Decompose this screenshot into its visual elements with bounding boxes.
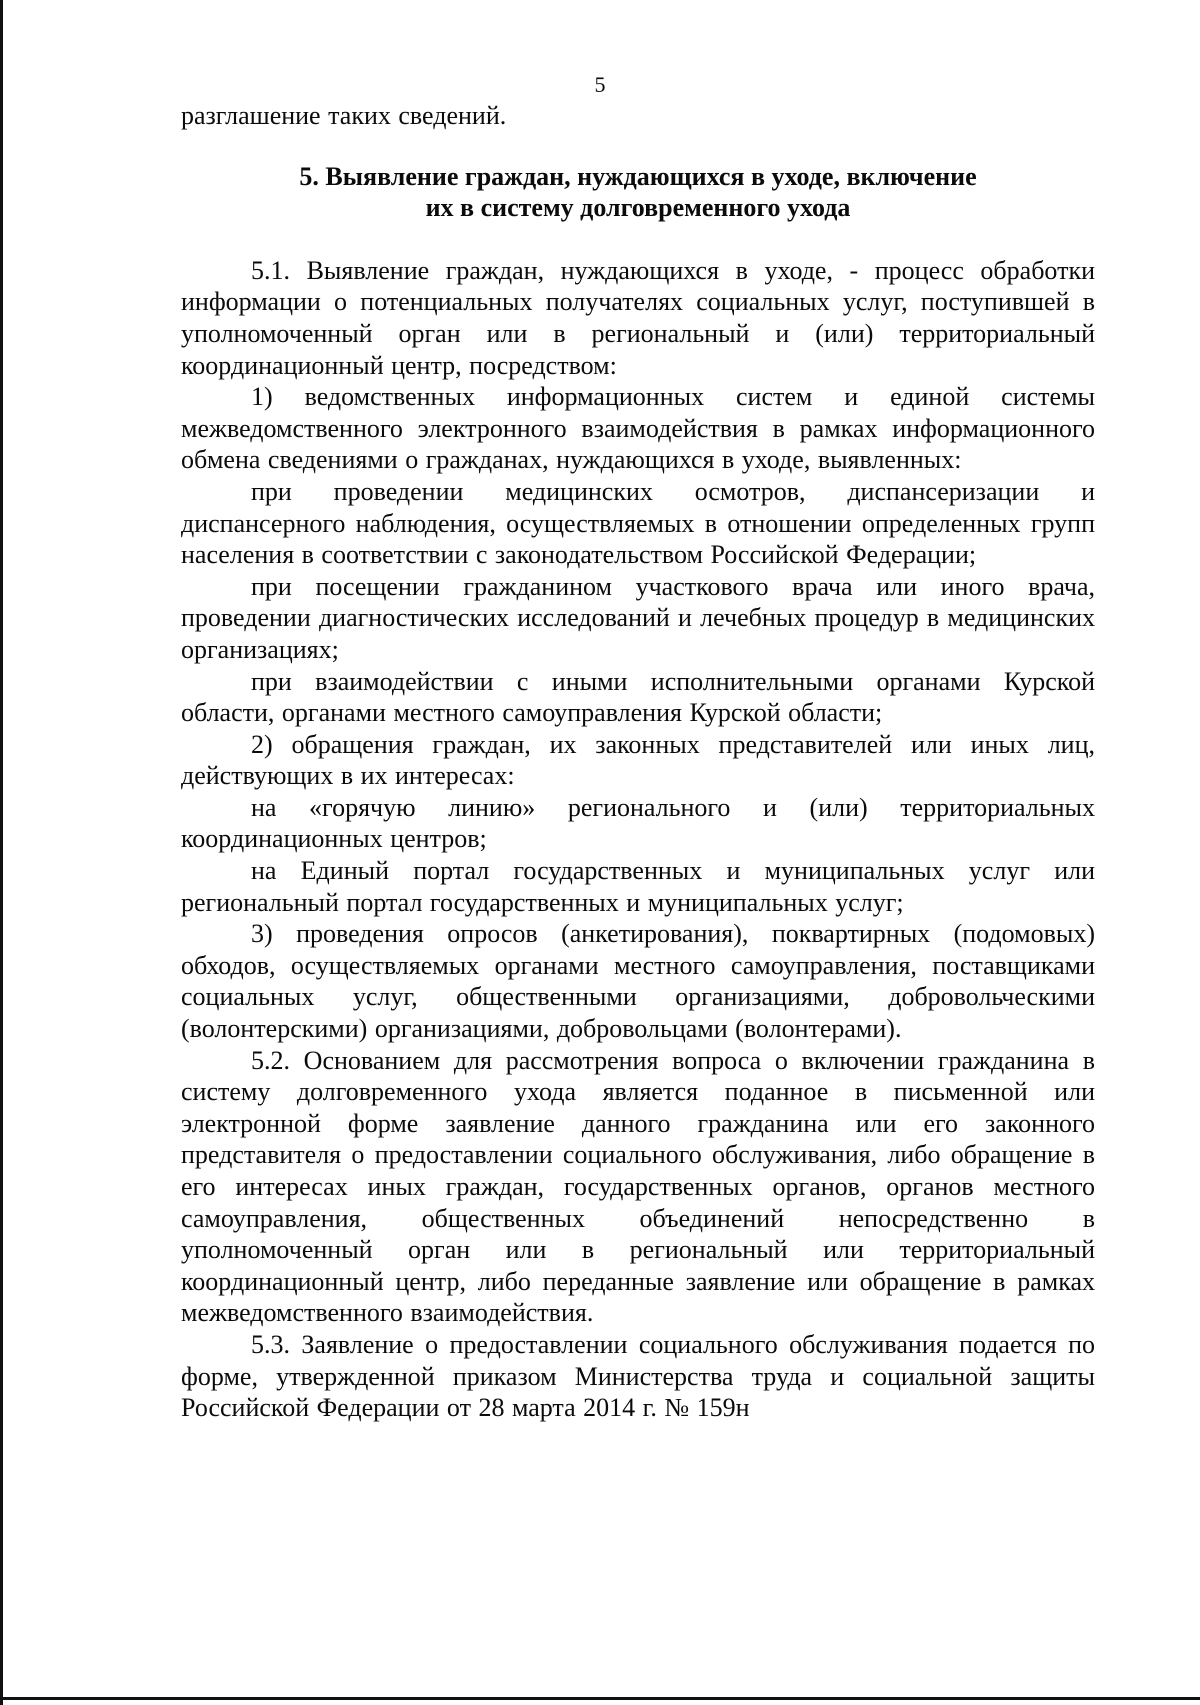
lead-line: разглашение таких сведений. [181, 101, 507, 130]
scan-bottom-edge [0, 1697, 1200, 1700]
scan-left-edge [0, 0, 3, 1705]
paragraph-item-1: 1) ведомственных информационных систем и единой системы межведомственного электронного взаимодействия в рамках информационного обмена сведениями о гражданах, нуждающихся в уходе, выявленных: [181, 382, 1095, 475]
section-heading-line-1: 5. Выявление граждан, нуждающихся в уходе, включение [299, 161, 977, 191]
paragraph-hotline: на «горячую линию» регионального и (или) территориальных координационных центров; [181, 792, 1095, 854]
paragraph-5-3: 5.3. Заявление о предоставлении социального обслуживания подается по форме, утвержденной приказом Министерства труда и социальной защиты Российской Федерации от 28 марта 2014 г. № 159н [181, 1329, 1095, 1423]
paragraph-item-2: 2) обращения граждан, их законных представителей или иных лиц, действующих в их интересах: [181, 729, 1095, 791]
paragraph-5-2: 5.2. Основанием для рассмотрения вопроса о включении гражданина в систему долговременного ухода является поданное в письменной или электронной форме заявление данного гражданина или его законного представителя о предоставлении социального обслуживания, либо обращение в его интересах иных граждан, государственных органов, органов местного самоуправления, общественных объединений непосредственно в уполномоченный орган или в региональный или территориальный координационный центр, либо переданные заявление или обращение в рамках межведомственного взаимодействия. [181, 1045, 1095, 1328]
paragraph-medical-checkups: при проведении медицинских осмотров, диспансеризации и диспансерного наблюдения, осуществляемых в отношении определенных групп населения в соответствии с законодательством Российской Федерации; [181, 476, 1095, 570]
paragraph-5-1: 5.1. Выявление граждан, нуждающихся в уходе, - процесс обработки информации о потенциальных получателях социальных услуг, поступившей в уполномоченный орган или в региональный и (или) территориальный координационный центр, посредством: [181, 255, 1095, 380]
paragraph-doctor-visits: при посещении гражданином участкового врача или иного врача, проведении диагностических исследований и лечебных процедур в медицинских организациях; [181, 571, 1095, 664]
section-heading [181, 161, 1095, 224]
document-body [181, 100, 1095, 1424]
paragraph-portal: на Единый портал государственных и муниципальных услуг или региональный портал государственных и муниципальных услуг; [181, 856, 1095, 917]
page-number: 5 [594, 72, 606, 97]
paragraph-executive-bodies: при взаимодействии с иными исполнительными органами Курской области, органами местного самоуправления Курской области; [181, 666, 1095, 728]
section-heading-line-2: их в систему долговременного ухода [425, 193, 851, 223]
paragraph-item-3: 3) проведения опросов (анкетирования), поквартирных (подомовых) обходов, осуществляемых органами местного самоуправления, поставщиками социальных услуг, общественными организациями, добровольческими (волонтерскими) организациями, добровольцами (волонтерами). [181, 919, 1095, 1044]
